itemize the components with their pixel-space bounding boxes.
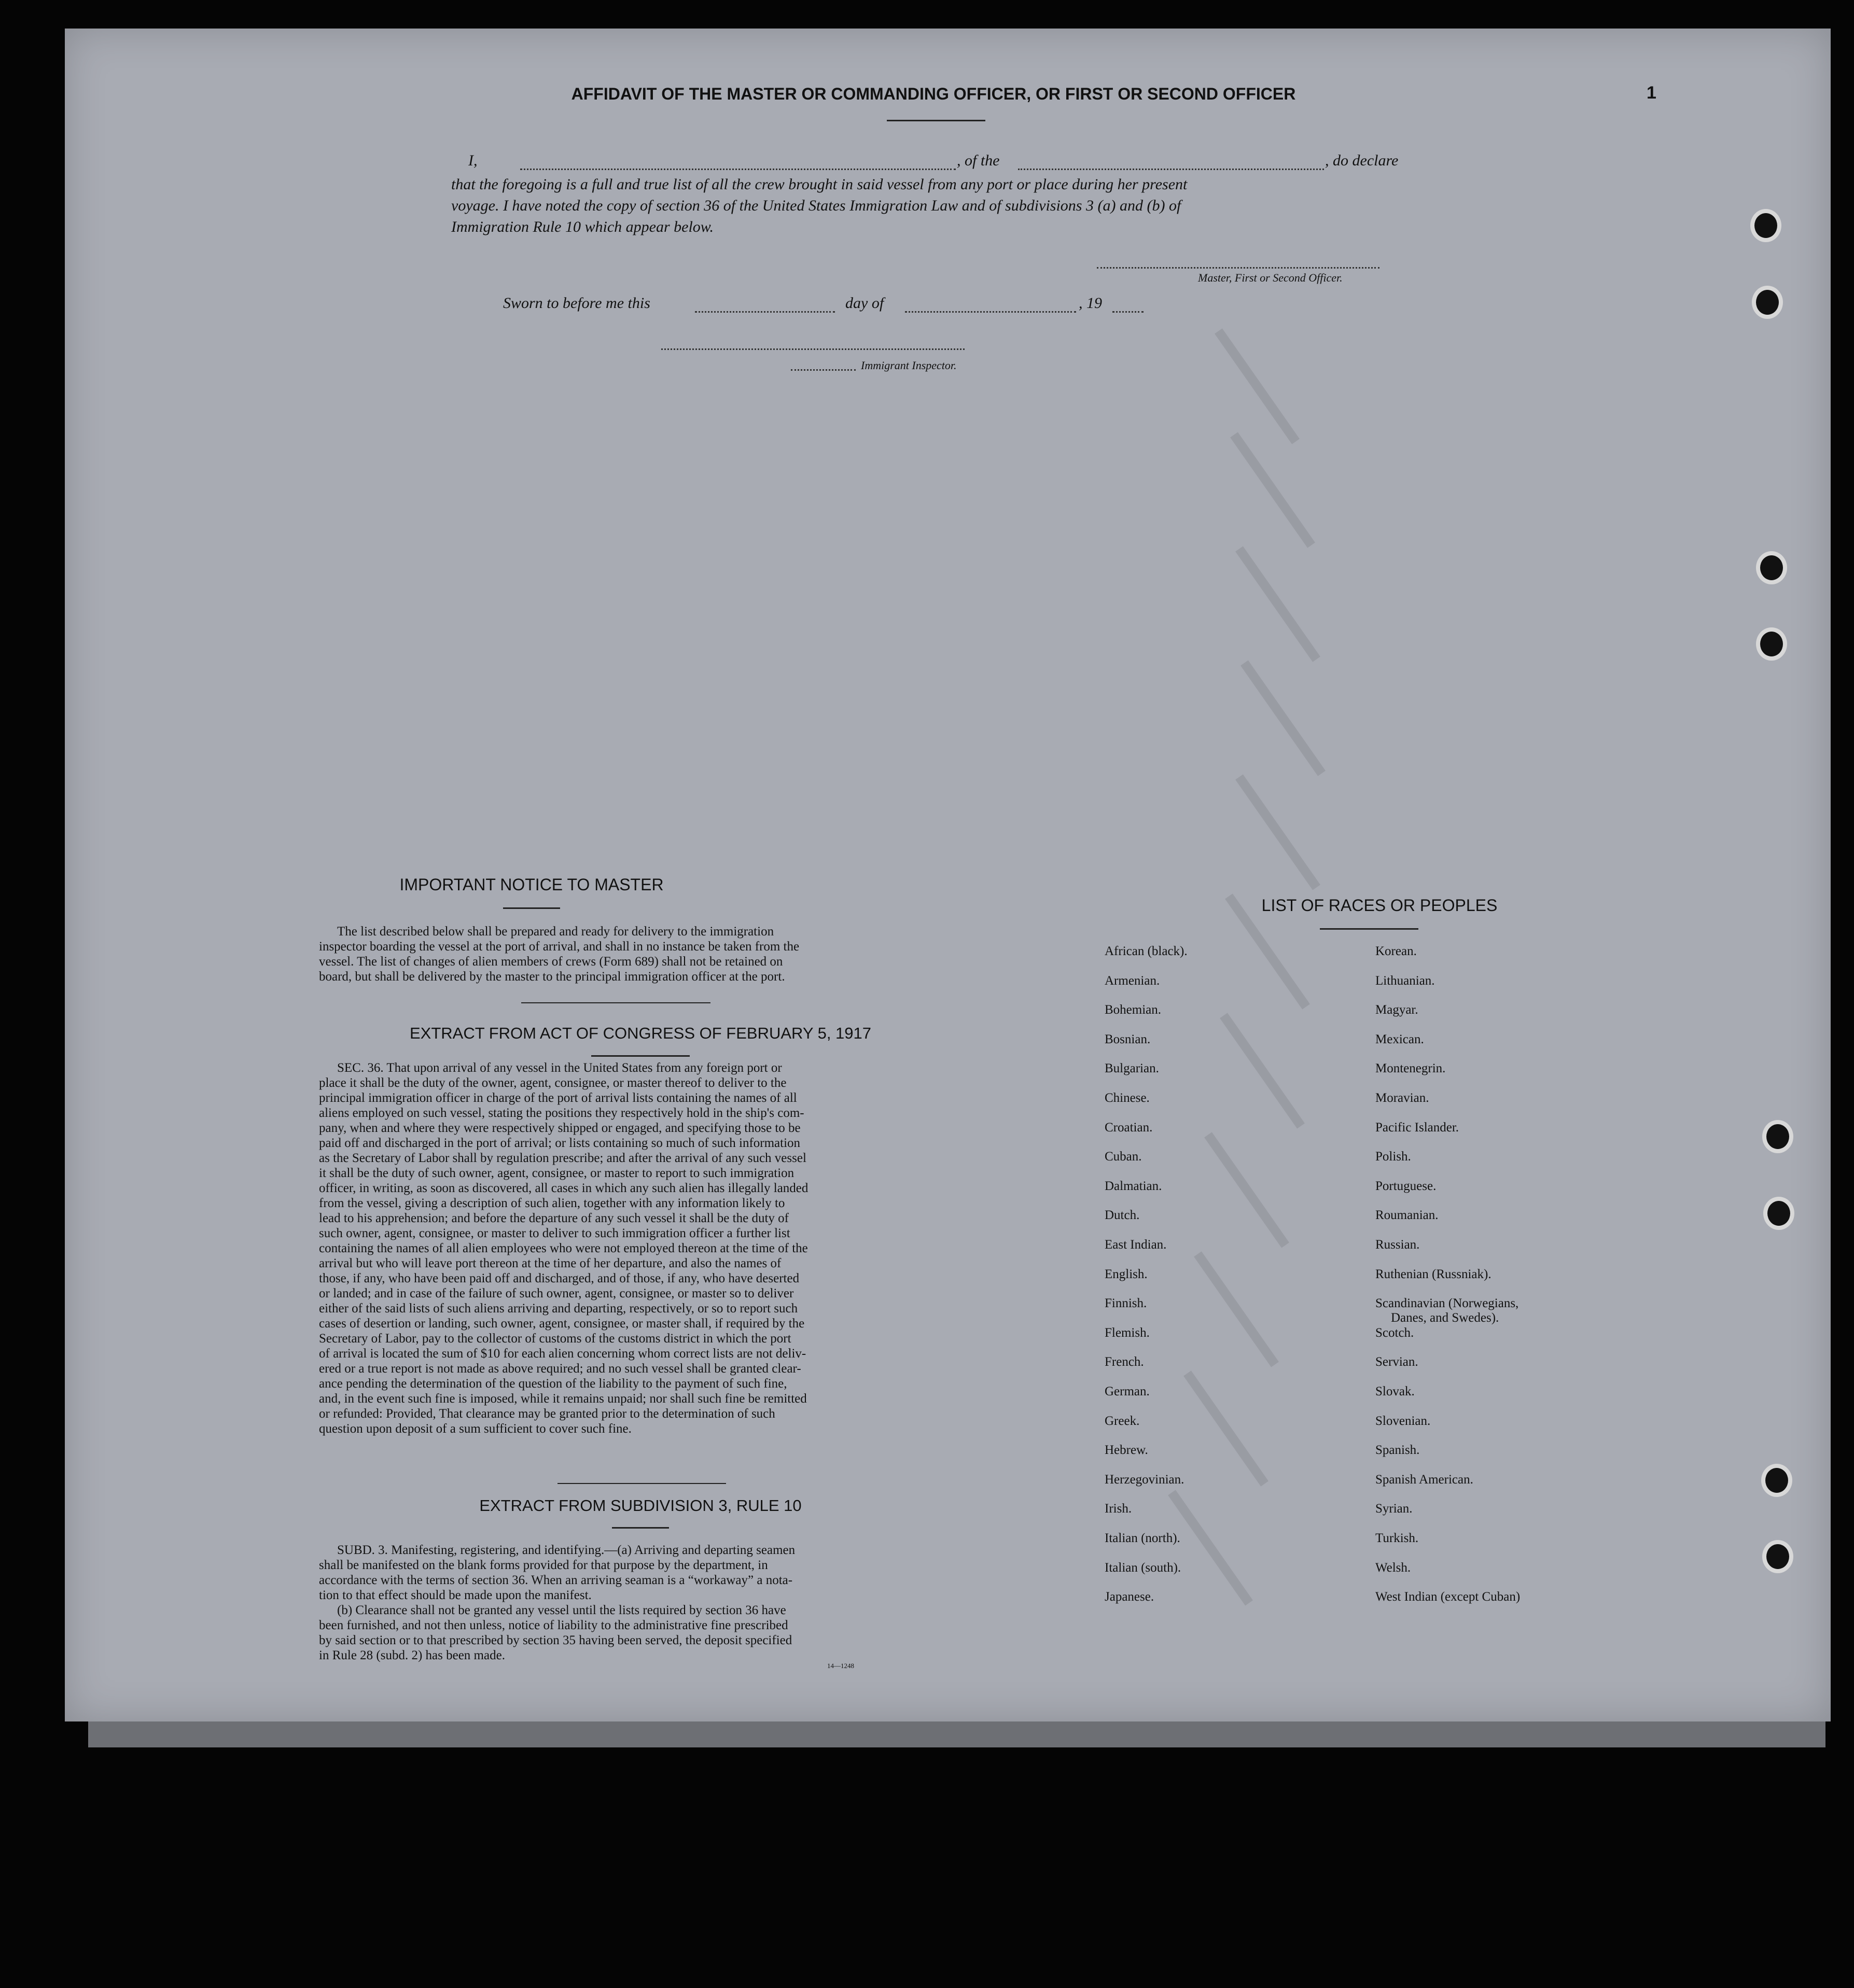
act-line: it shall be the duty of such owner, agent, consignee, or master to report to such immigration <box>319 1166 794 1180</box>
affidavit-i: I, <box>468 152 478 169</box>
race-item: Cuban. <box>1105 1150 1142 1164</box>
races-title-underline <box>1320 928 1418 930</box>
race-item: Scotch. <box>1375 1326 1414 1340</box>
rule-line: SUBD. 3. Manifesting, registering, and identifying.—(a) Arriving and departing seamen <box>337 1543 796 1557</box>
affidavit-declare: , do declare <box>1325 152 1399 169</box>
race-item: Croatian. <box>1105 1121 1153 1135</box>
act-line: those, if any, who have been paid off and discharged, and of those, if any, who have deserted <box>319 1271 800 1285</box>
race-item: Armenian. <box>1105 974 1160 988</box>
rule-line: (b) Clearance shall not be granted any vessel until the lists required by section 36 have <box>337 1603 786 1617</box>
race-item: Bulgarian. <box>1105 1061 1159 1075</box>
notice-title-underline <box>503 907 560 909</box>
rule-line: been furnished, and not then unless, notice of liability to the administrative fine prescribed <box>319 1618 788 1632</box>
act-line: cases of desertion or landing, such owner, agent, consignee, or master shall, if required by the <box>319 1317 805 1331</box>
affidavit-line-2: voyage. I have noted the copy of section 36 of the United States Immigration Law and of subdivisions 3 (a) and (b) of <box>451 197 1181 214</box>
notice-body <box>319 924 962 984</box>
race-item: African (black). <box>1105 944 1188 958</box>
race-item: Irish. <box>1105 1502 1132 1516</box>
act-line: officer, in writing, as soon as discovered, all cases in which any such alien has illegally landed <box>319 1181 808 1195</box>
race-item: Mexican. <box>1375 1032 1424 1046</box>
name-blank <box>520 169 956 170</box>
race-item: Servian. <box>1375 1355 1418 1369</box>
act-line: question upon deposit of a sum sufficient to cover such fine. <box>319 1422 632 1436</box>
race-item: East Indian. <box>1105 1238 1167 1252</box>
race-item: Roumanian. <box>1375 1208 1439 1222</box>
race-item: Hebrew. <box>1105 1443 1148 1457</box>
form-number: 14—1248 <box>827 1662 854 1670</box>
affidavit-line-3: Immigration Rule 10 which appear below. <box>451 218 714 235</box>
race-item: Welsh. <box>1375 1561 1411 1575</box>
act-line: such owner, agent, consignee, or master to deliver to such immigration officer a further list <box>319 1226 790 1240</box>
act-line: either of the said lists of such aliens arriving and departing, respectively, or so to report such <box>319 1301 798 1315</box>
notice-line: vessel. The list of changes of alien members of crews (Form 689) shall not be retained on <box>319 955 783 969</box>
stripe-decoration <box>1215 328 1300 444</box>
act-line: aliens employed on such vessel, stating the positions they respectively hold in the ship's com- <box>319 1106 804 1120</box>
extract-rule-title: EXTRACT FROM SUBDIVISION 3, RULE 10 <box>479 1496 802 1515</box>
section-divider <box>521 1002 710 1003</box>
race-item: Herzegovinian. <box>1105 1473 1184 1487</box>
notice-line: board, but shall be delivered by the master to the principal immigration officer at the port. <box>319 970 785 984</box>
stripe-decoration <box>1204 1132 1289 1248</box>
race-item: German. <box>1105 1384 1150 1398</box>
rule-line: tion to that effect should be made upon the manifest. <box>319 1588 592 1602</box>
rule-line: by said section or to that prescribed by section 35 having been served, the deposit specified <box>319 1633 792 1647</box>
rule-line: in Rule 28 (subd. 2) has been made. <box>319 1648 505 1662</box>
race-item: Magyar. <box>1375 1003 1418 1017</box>
punch-hole <box>1752 286 1783 319</box>
act-line: SEC. 36. That upon arrival of any vessel in the United States from any foreign port or <box>337 1061 782 1075</box>
race-item: Bohemian. <box>1105 1003 1162 1017</box>
race-item: Flemish. <box>1105 1326 1150 1340</box>
race-item: English. <box>1105 1267 1148 1281</box>
act-line: and, in the event such fine is imposed, while it remains unpaid; nor shall such fine be remitted <box>319 1392 807 1406</box>
act-line: arrival but who will leave port thereon at the time of her departure, and also the names of <box>319 1256 782 1270</box>
race-item: Polish. <box>1375 1150 1411 1164</box>
section-divider <box>557 1483 726 1484</box>
act-line: containing the names of all alien employees who were not employed thereon at the time of the <box>319 1241 808 1255</box>
act-line: or refunded: Provided, That clearance may be granted prior to the determination of such <box>319 1407 775 1421</box>
sworn-text: Sworn to before me this <box>503 295 650 312</box>
act-line: or landed; and in case of the failure of such owner, agent, consignee, or master so to deliver <box>319 1286 794 1300</box>
signature-label: Master, First or Second Officer. <box>1198 271 1343 284</box>
race-item: Chinese. <box>1105 1091 1150 1105</box>
act-line: of arrival is located the sum of $10 for each alien concerning whom correct lists are not deliv- <box>319 1347 806 1361</box>
inspector-label: Immigrant Inspector. <box>861 359 957 372</box>
race-item: Dalmatian. <box>1105 1179 1162 1193</box>
race-item: Slovak. <box>1375 1384 1415 1398</box>
punch-hole <box>1763 1197 1794 1230</box>
punch-hole <box>1750 209 1781 242</box>
race-item: Montenegrin. <box>1375 1061 1446 1075</box>
race-item: Turkish. <box>1375 1531 1419 1545</box>
race-item: Japanese. <box>1105 1590 1154 1604</box>
inspector-signature-line <box>661 348 965 350</box>
title-underline <box>887 120 985 121</box>
race-item: Portuguese. <box>1375 1179 1437 1193</box>
sworn-year-blank <box>1112 311 1144 313</box>
document-page <box>65 29 1831 1721</box>
race-item: Italian (north). <box>1105 1531 1180 1545</box>
extract-act-underline <box>591 1055 690 1057</box>
act-line: ance pending the determination of the question of the liability to the payment of such fine, <box>319 1377 787 1391</box>
affidavit-of-the: , of the <box>957 152 1000 169</box>
race-item: Danes, and Swedes). <box>1391 1311 1499 1325</box>
race-item: Spanish American. <box>1375 1473 1473 1487</box>
act-line: ered or a true report is not made as above required; and no such vessel shall be granted clear- <box>319 1362 801 1376</box>
sworn-day-blank <box>695 311 835 313</box>
act-line: place it shall be the duty of the owner, agent, consignee, or master thereof to deliver to the <box>319 1076 787 1090</box>
sworn-month-blank <box>905 311 1076 313</box>
race-item: French. <box>1105 1355 1144 1369</box>
extract-rule-body <box>319 1543 962 1663</box>
extract-act-title: EXTRACT FROM ACT OF CONGRESS OF FEBRUARY 5, 1917 <box>409 1024 872 1042</box>
vessel-blank <box>1018 169 1324 170</box>
affidavit-line-1: that the foregoing is a full and true list of all the crew brought in said vessel from any port or place during her present <box>451 176 1188 193</box>
race-item: Syrian. <box>1375 1502 1413 1516</box>
race-item: Ruthenian (Russniak). <box>1375 1267 1491 1281</box>
punch-hole <box>1761 1464 1792 1497</box>
act-line: lead to his apprehension; and before the departure of any such vessel it shall be the duty of <box>319 1211 789 1225</box>
sworn-year: , 19 <box>1079 295 1102 312</box>
signature-line <box>1097 267 1379 269</box>
punch-hole <box>1762 1540 1793 1573</box>
inspector-lead-dots <box>791 369 856 371</box>
notice-line: The list described below shall be prepared and ready for delivery to the immigration <box>337 925 774 939</box>
act-line: Secretary of Labor, pay to the collector of customs of the customs district in which the port <box>319 1332 791 1346</box>
race-item: Lithuanian. <box>1375 974 1435 988</box>
races-title: LIST OF RACES OR PEOPLES <box>1261 896 1498 915</box>
punch-hole <box>1756 627 1787 661</box>
stripe-decoration <box>1194 1251 1279 1367</box>
stripe-decoration <box>1230 432 1315 548</box>
stripe-decoration <box>1220 1013 1305 1128</box>
act-line: paid off and discharged in the port of arrival; or lists containing so much of such information <box>319 1136 801 1150</box>
stripe-decoration <box>1168 1490 1253 1605</box>
race-item: Greek. <box>1105 1414 1140 1428</box>
race-item: Bosnian. <box>1105 1032 1151 1046</box>
act-line: from the vessel, giving a description of such alien, together with any information likely to <box>319 1196 785 1210</box>
notice-title: IMPORTANT NOTICE TO MASTER <box>399 875 664 894</box>
page-mark: 1 <box>1647 83 1656 103</box>
act-line: principal immigration officer in charge of the port of arrival lists containing the names of all <box>319 1091 797 1105</box>
race-item: West Indian (except Cuban) <box>1375 1590 1521 1604</box>
rule-line: accordance with the terms of section 36. When an arriving seaman is a “workaway” a nota- <box>319 1573 793 1587</box>
stripe-decoration <box>1235 774 1320 890</box>
race-item: Pacific Islander. <box>1375 1121 1459 1135</box>
race-item: Spanish. <box>1375 1443 1420 1457</box>
stripe-decoration <box>1235 546 1320 662</box>
race-item: Italian (south). <box>1105 1561 1181 1575</box>
sworn-day-of: day of <box>845 295 884 312</box>
race-item: Slovenian. <box>1375 1414 1431 1428</box>
race-item: Korean. <box>1375 944 1417 958</box>
stripe-decoration <box>1240 660 1326 776</box>
notice-line: inspector boarding the vessel at the port of arrival, and shall in no instance be taken from the <box>319 940 800 954</box>
extract-rule-underline <box>612 1527 669 1529</box>
race-item: Dutch. <box>1105 1208 1140 1222</box>
punch-hole <box>1762 1120 1793 1153</box>
race-item: Moravian. <box>1375 1091 1429 1105</box>
act-line: pany, when and where they were respectively shipped or engaged, and specifying those to be <box>319 1121 801 1135</box>
rule-line: shall be manifested on the blank forms provided for that purpose by the department, in <box>319 1558 768 1572</box>
punch-hole <box>1756 551 1787 584</box>
stripe-decoration <box>1183 1370 1268 1486</box>
race-item: Finnish. <box>1105 1296 1147 1310</box>
race-item: Russian. <box>1375 1238 1420 1252</box>
paper-edge-strip <box>88 1721 1825 1747</box>
affidavit-title: AFFIDAVIT OF THE MASTER OR COMMANDING OFFICER, OR FIRST OR SECOND OFFICER <box>571 85 1296 103</box>
extract-act-body <box>319 1060 962 1436</box>
act-line: as the Secretary of Labor shall by regulation prescribe; and after the arrival of any such vessel <box>319 1151 806 1165</box>
race-item: Scandinavian (Norwegians, <box>1375 1296 1519 1310</box>
